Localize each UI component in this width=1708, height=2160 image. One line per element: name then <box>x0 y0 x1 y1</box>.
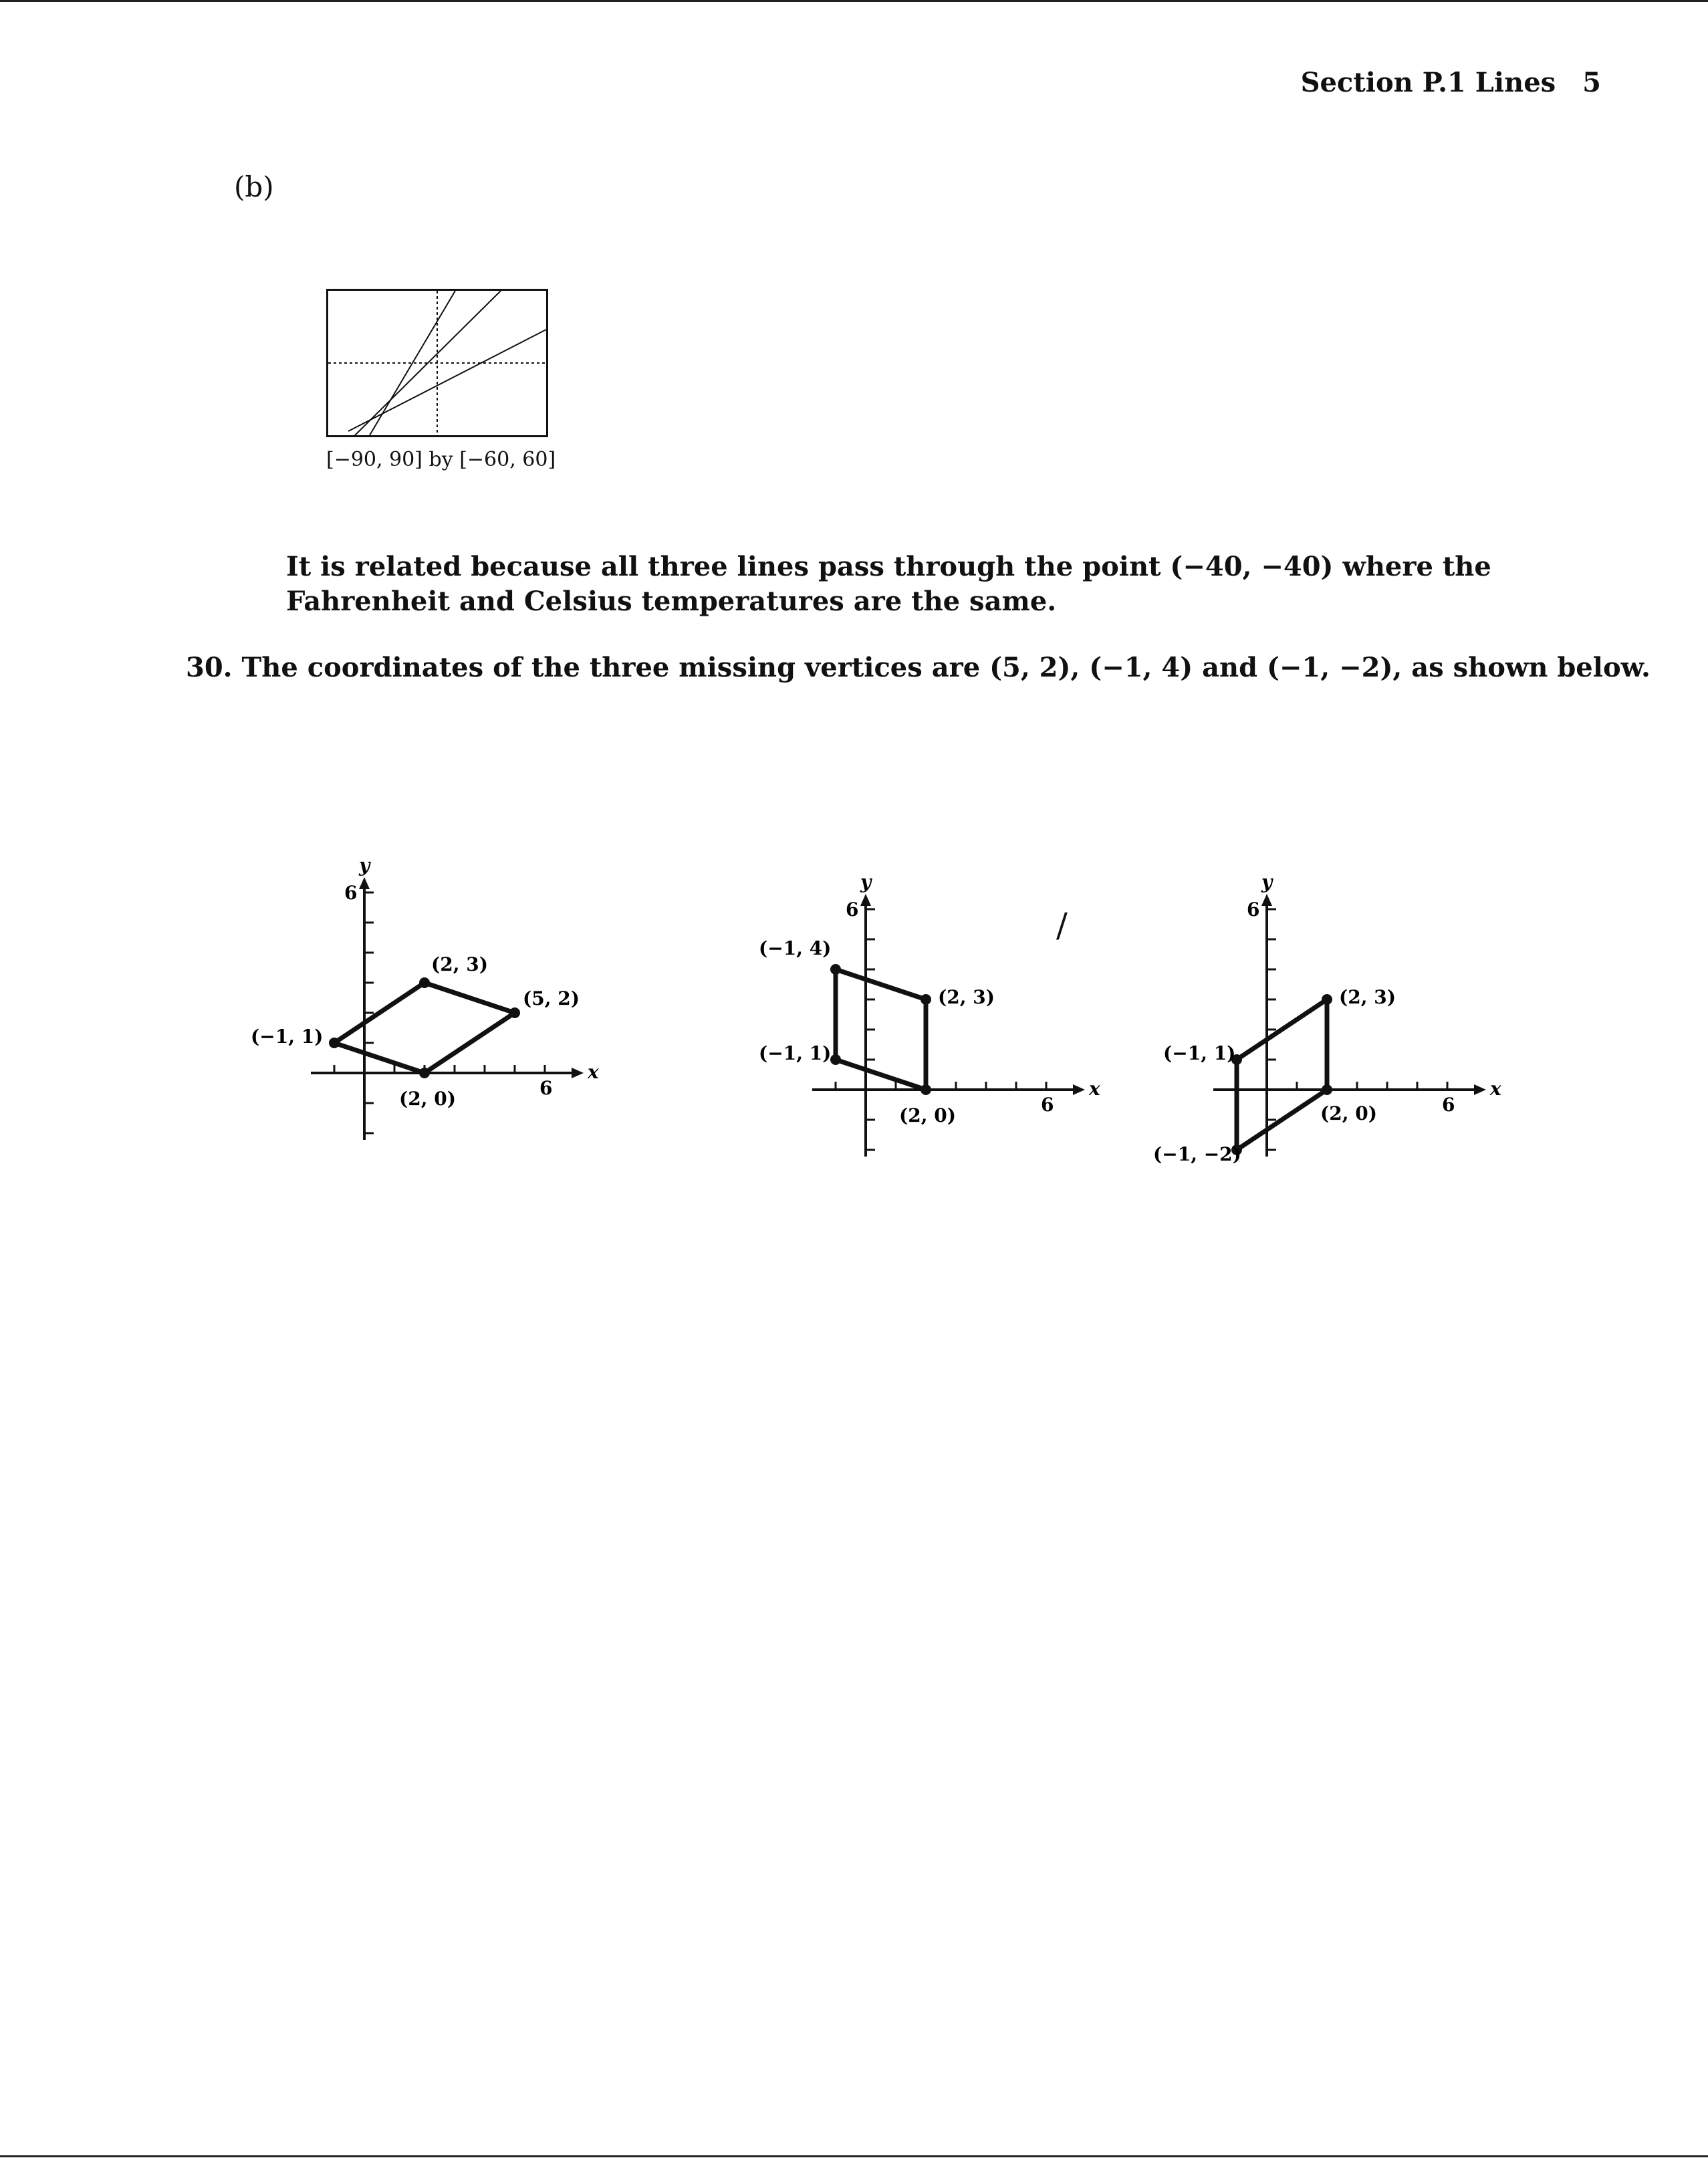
vertex-point <box>921 994 931 1005</box>
page-number: 5 <box>1582 67 1601 98</box>
vertex-label: (2, 3) <box>431 953 488 975</box>
section-title: Section P.1 Lines <box>1300 67 1556 98</box>
y-tick-label: 6 <box>1247 898 1260 921</box>
x-axis-label: x <box>588 1061 599 1083</box>
vertex-label: (−1, 4) <box>759 937 832 959</box>
stray-mark: / <box>1056 906 1068 945</box>
vertex-point <box>1322 994 1332 1005</box>
part-b-explanation: It is related because all three lines pass through the point (−40, −40) where the Fahrenheit and Celsius temperatures are the same. <box>286 551 1491 617</box>
x-axis-arrow <box>1073 1084 1085 1095</box>
vertex-point <box>1322 1084 1332 1095</box>
top-edge-rule <box>0 0 1708 2</box>
x-axis-label: x <box>1490 1078 1501 1100</box>
y-tick-label: 6 <box>344 882 358 904</box>
vertex-point <box>830 964 841 975</box>
x-tick-label: 6 <box>1041 1094 1054 1116</box>
graph-1 <box>234 849 608 1170</box>
vertex-label: (5, 2) <box>523 987 580 1009</box>
calculator-screen <box>326 289 548 437</box>
parallelogram <box>334 983 515 1073</box>
problem-text: The coordinates of the three missing vertices are (5, 2), (−1, 4) and (−1, −2), as shown below. <box>241 652 1651 683</box>
part-b-label: (b) <box>234 170 274 203</box>
x-axis-arrow <box>1474 1084 1486 1095</box>
calculator-plot <box>328 291 546 435</box>
y-tick-label: 6 <box>846 898 859 921</box>
bottom-edge-rule <box>0 2155 1708 2157</box>
vertex-label: (2, 0) <box>899 1104 956 1126</box>
x-tick-label: 6 <box>1442 1094 1455 1116</box>
y-axis-arrow <box>860 894 871 906</box>
window-caption: [−90, 90] by [−60, 60] <box>326 448 556 471</box>
parallelogram <box>836 969 926 1090</box>
y-axis-label: y <box>1261 871 1273 893</box>
vertex-point <box>830 1054 841 1065</box>
y-axis-arrow <box>1261 894 1272 906</box>
calculator-graph <box>326 289 556 471</box>
y-axis-label: y <box>359 854 370 876</box>
page-header <box>1301 67 1601 98</box>
parallelogram <box>1237 999 1327 1150</box>
vertex-label: (2, 3) <box>1339 986 1396 1008</box>
vertex-label: (−1, 1) <box>251 1026 324 1048</box>
vertex-label: (2, 0) <box>399 1088 456 1110</box>
x-tick-label: 6 <box>539 1077 553 1099</box>
y-axis-arrow <box>359 877 370 889</box>
vertex-label: (−1, −2) <box>1153 1143 1241 1165</box>
vertex-point <box>419 1068 430 1078</box>
problem-30 <box>186 652 1651 683</box>
problem-number: 30. <box>186 652 233 683</box>
vertex-label: (−1, 1) <box>1163 1042 1236 1064</box>
vertex-point <box>419 977 430 988</box>
vertex-label: (2, 0) <box>1320 1102 1377 1124</box>
vertex-point <box>509 1007 520 1018</box>
x-axis-arrow <box>572 1068 584 1078</box>
y-axis-label: y <box>860 871 872 893</box>
vertex-point <box>329 1038 340 1048</box>
vertex-label: (2, 3) <box>938 986 995 1008</box>
vertex-label: (−1, 1) <box>759 1042 832 1064</box>
vertex-point <box>921 1084 931 1095</box>
x-axis-label: x <box>1089 1078 1100 1100</box>
calc-line-1 <box>348 330 546 431</box>
graph-2 <box>735 866 1110 1187</box>
graph-3 <box>1136 866 1511 1187</box>
